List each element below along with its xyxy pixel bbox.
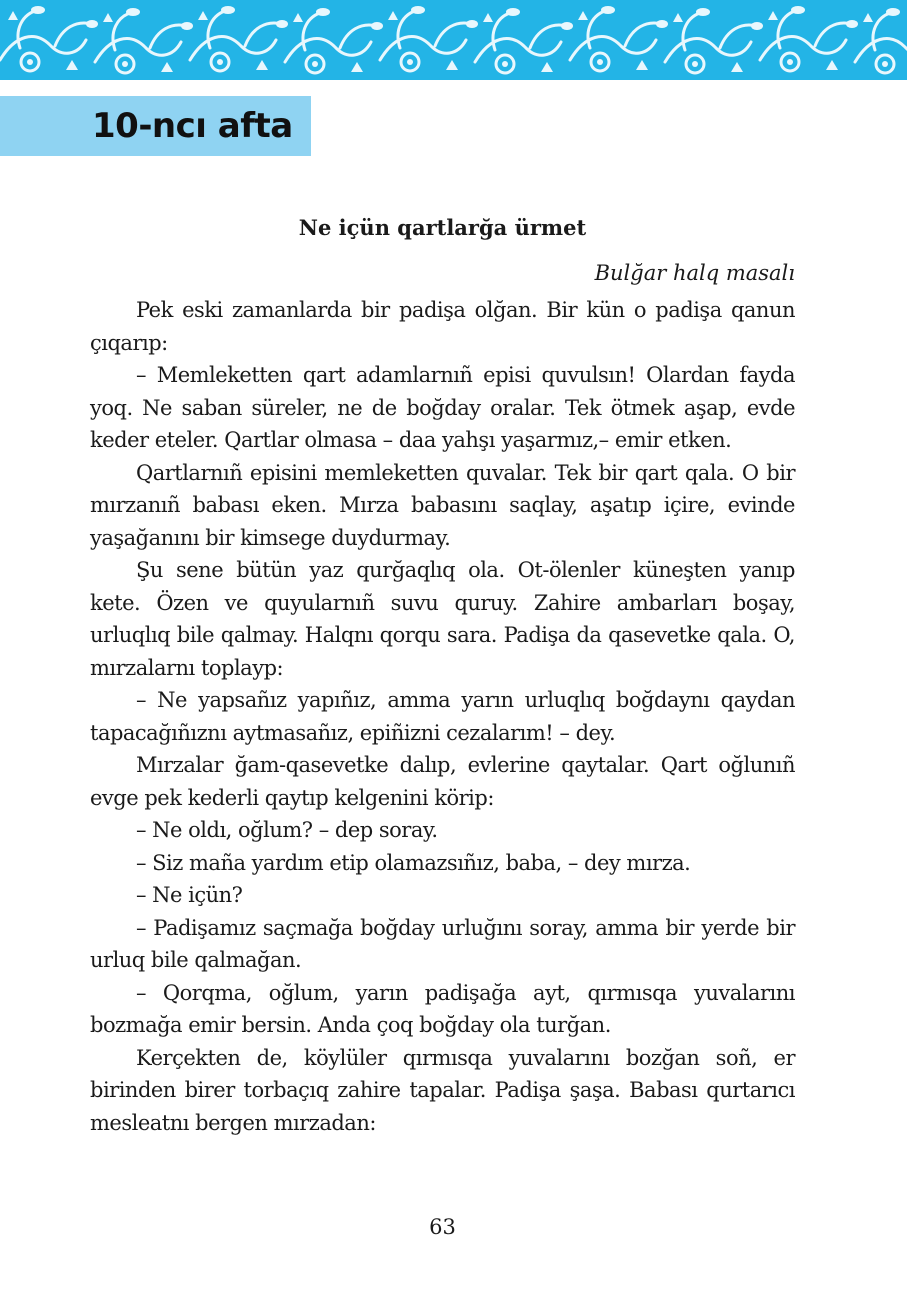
story-paragraph: Şu sene bütün yaz qurğaqlıq ola. Ot-ölenler küneşten yanıp kete. Özen ve quyularnıñ suvu quruy. Zahire ambarları boşay, urluqlıq bile qalmay. Halqnı qorqu sara. Padişa da qasevetke qala. O, mırzalarnı toplayp: <box>90 558 795 680</box>
story-paragraph: – Memleketten qart adamlarnıñ episi quvulsın! Olardan fayda yoq. Ne saban süreler, ne de boğday oralar. Tek ötmek aşap, evde keder eteler. Qartlar olmasa – daa yahşı yaşarmız,– emir etken. <box>90 363 795 452</box>
story-paragraph: Mırzalar ğam-qasevetke dalıp, evlerine qaytalar. Qart oğlunıñ evge pek kederli qaytıp kelgenini körip: <box>90 753 795 810</box>
story-paragraph: – Ne içün? <box>136 883 243 907</box>
story-paragraph: Kerçekten de, köylüler qırmısqa yuvalarını bozğan soñ, er birinden birer torbaçıq zahire tapalar. Padişa şaşa. Babası qurtarıcı mesleatnı bergen mırzadan: <box>90 1045 795 1135</box>
story-source: Bulğar halq masalı <box>594 261 795 285</box>
story-paragraph: – Siz maña yardım etip olamazsıñız, baba, – dey mırza. <box>136 850 691 875</box>
story-paragraph: – Qorqma, oğlum, yarın padişağa ayt, qırmısqa yuvalarını bozmağa emir bersin. Anda çoq boğday ola turğan. <box>90 980 795 1037</box>
story-paragraph: – Padişamız saçmağa boğday urluğını soray, amma bir yerde bir urluq bile qalmağan. <box>90 915 795 972</box>
page-number: 63 <box>429 1215 456 1239</box>
story-body <box>90 294 795 1139</box>
decorative-banner <box>0 0 907 80</box>
story-paragraph: – Ne yapsañız yapıñız, amma yarın urluqlıq boğdaynı qaydan tapacağıñıznı aytmasañız, epiñizni cezalarım! – dey. <box>90 688 795 745</box>
story-paragraph: Pek eski zamanlarda bir padişa olğan. Bir kün o padişa qanun çıqarıp: <box>90 298 795 355</box>
floral-ornament-icon <box>0 0 907 80</box>
story-paragraph: Qartlarnıñ episini memleketten quvalar. Tek bir qart qala. O bir mırzanıñ babası eken. Mırza babasını saqlay, aşatıp içire, evinde yaşağanını bir kimsege duydurmay. <box>90 460 795 550</box>
story-title: Ne içün qartlarğa ürmet <box>298 215 587 240</box>
week-tab <box>0 96 311 156</box>
story-paragraph: – Ne oldı, oğlum? – dep soray. <box>136 818 438 842</box>
week-title: 10-ncı afta <box>92 106 293 146</box>
